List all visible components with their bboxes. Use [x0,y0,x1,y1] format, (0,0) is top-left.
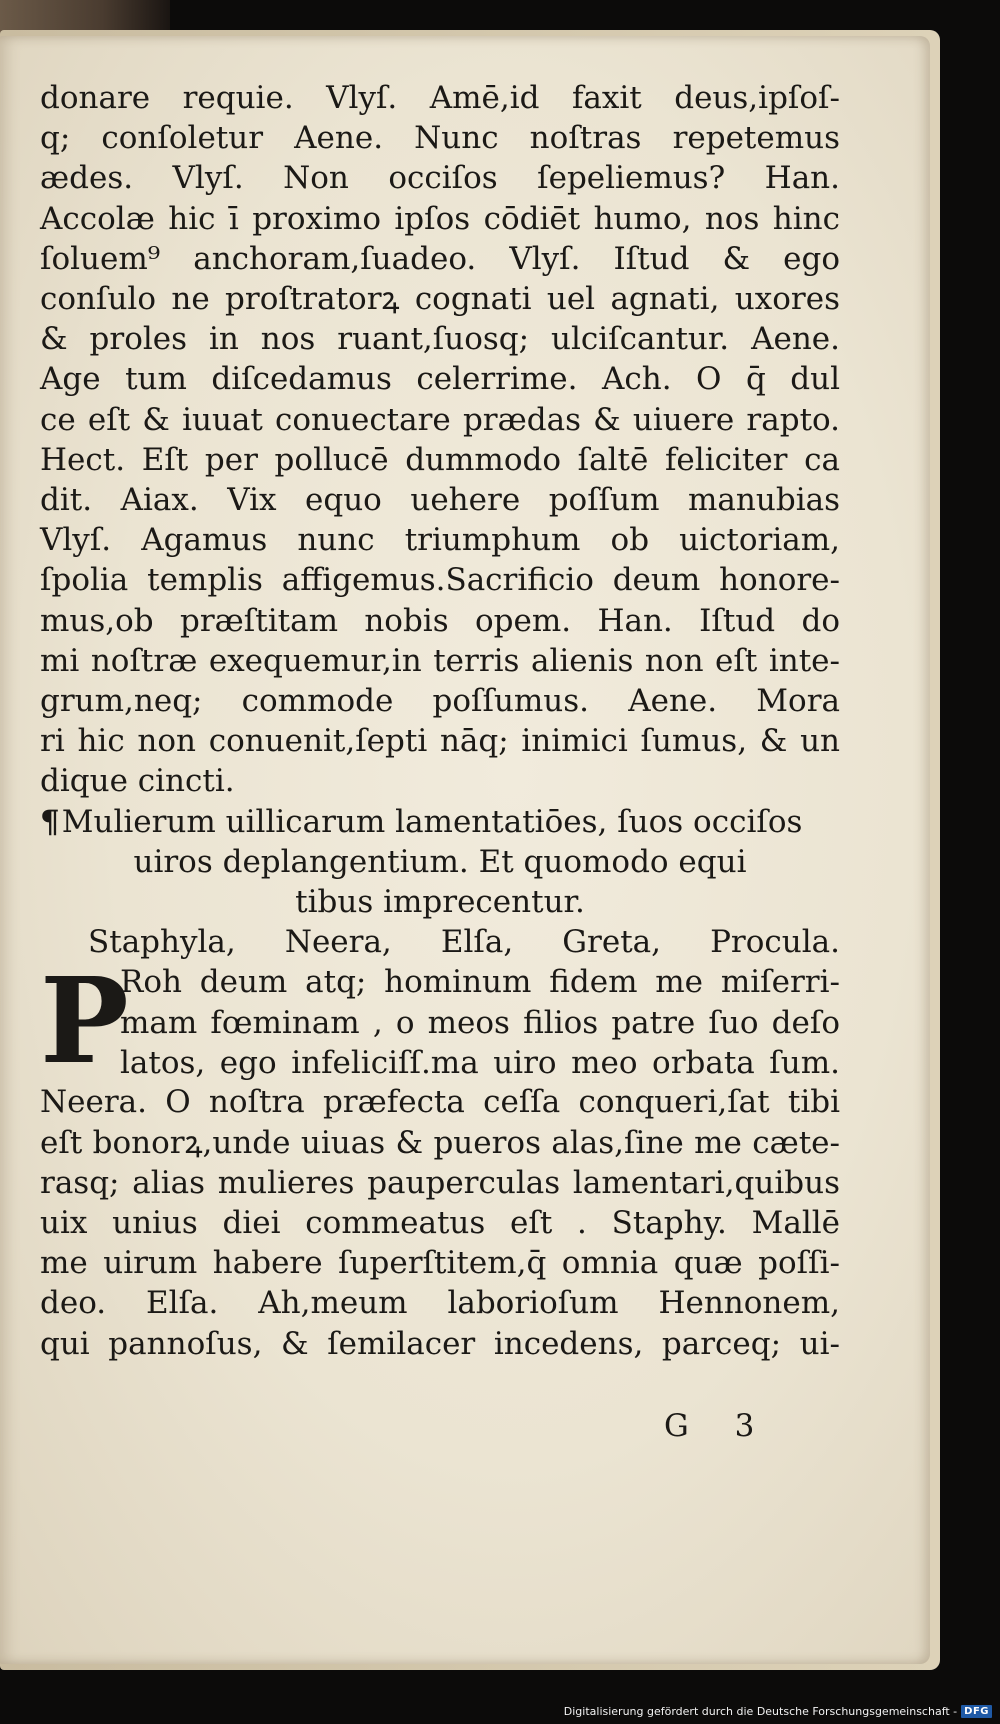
text-line: ædes. Vlyſ. Non occiſos ſepeliemus? Han. [40,160,840,197]
text-line: ce eſt & iuuat conuectare prædas & uiuere rapto. [40,401,840,438]
text-line: Neera. O noſtra præfecta ceſſa conqueri,ſat tibi [40,1084,840,1121]
text-line: mi noſtræ exequemur,in terris alienis non eſt inte- [40,642,840,679]
signature-mark: G 3 [664,1408,773,1444]
text-line: Accolæ hic ī proximo ipſos cōdiēt humo, nos hinc [40,200,840,237]
text-line: donare requie. Vlyſ. Amē,id faxit deus,ipſoſ- [40,80,840,116]
section-heading-line: tibus imprecentur. [295,884,585,921]
text-line: uix unius diei commeatus eſt . Staphy. Mallē [40,1205,840,1242]
text-line: Roh deum atq; hominum fidem me miſerri- [120,964,840,1001]
page-text [40,78,840,1364]
text-line: grum,neq; commode poſſumus. Aene. Mora [40,683,840,720]
cast-list: Staphyla, Neera, Elſa, Greta, Procula. [88,924,840,961]
dropcap-paragraph [40,951,840,1091]
text-line: dit. Aiax. Vix equo uehere poſſum manubias [40,482,840,519]
text-line: ſoluem⁹ anchoram,ſuadeo. Vlyſ. Iſtud & ego [40,240,840,277]
text-line: conſulo ne proſtratorꝝ cognati uel agnati, uxores [40,281,840,318]
credit-text: Digitalisierung gefördert durch die Deutsche Forschungsgemeinschaft - [563,1705,958,1718]
text-line: q; conſoletur Aene. Nunc noſtras repetemus [40,120,840,157]
pilcrow-mark: ¶ [40,803,60,840]
section-heading-line: Mulierum uillicarum lamentatiōes, ſuos occiſos [61,803,803,840]
text-line: mam fœminam , o meos filios patre ſuo deſo [120,1004,840,1041]
text-line: ri hic non conuenit,ſepti nāq; inimici ſumus, & un [40,723,840,760]
adjacent-page-strip [0,0,170,34]
text-line: qui pannoſus, & ſemilacer incedens, parceq; ui- [40,1325,840,1362]
text-line: Hect. Eſt per pollucē dummodo ſaltē feliciter ca [40,441,840,478]
section-heading [40,802,840,842]
text-line: Vlyſ. Agamus nunc triumphum ob uictoriam, [40,522,840,559]
text-line: Age tum diſcedamus celerrime. Ach. O q̄ dul [40,361,840,398]
text-line: rasq; alias mulieres pauperculas lamentari,quibus [40,1164,840,1201]
dfg-logo: DFG [961,1705,992,1718]
text-line: dique cincti. [40,763,235,800]
section-heading-line: uiros deplangentium. Et quomodo equi [133,843,747,880]
text-line: eſt bonorꝝ,unde uiuas & pueros alas,ſine me cæte- [40,1124,840,1161]
text-line: deo. Elſa. Ah,meum laborioſum Hennonem, [40,1285,840,1322]
text-line: mus,ob præſtitam nobis opem. Han. Iſtud do [40,602,840,639]
digitization-credit [564,1705,992,1718]
decorated-initial: P [40,951,129,1091]
text-line: latos, ego infeliciſſ.ma uiro meo orbata ſum. [120,1044,840,1081]
text-line: ſpolia templis affigemus.Sacrificio deum honore- [40,562,840,599]
text-line: & proles in nos ruant,ſuosq; ulciſcantur. Aene. [40,321,840,358]
text-line: me uirum habere ſuperſtitem,q̄ omnia quæ poſſi- [40,1245,840,1282]
